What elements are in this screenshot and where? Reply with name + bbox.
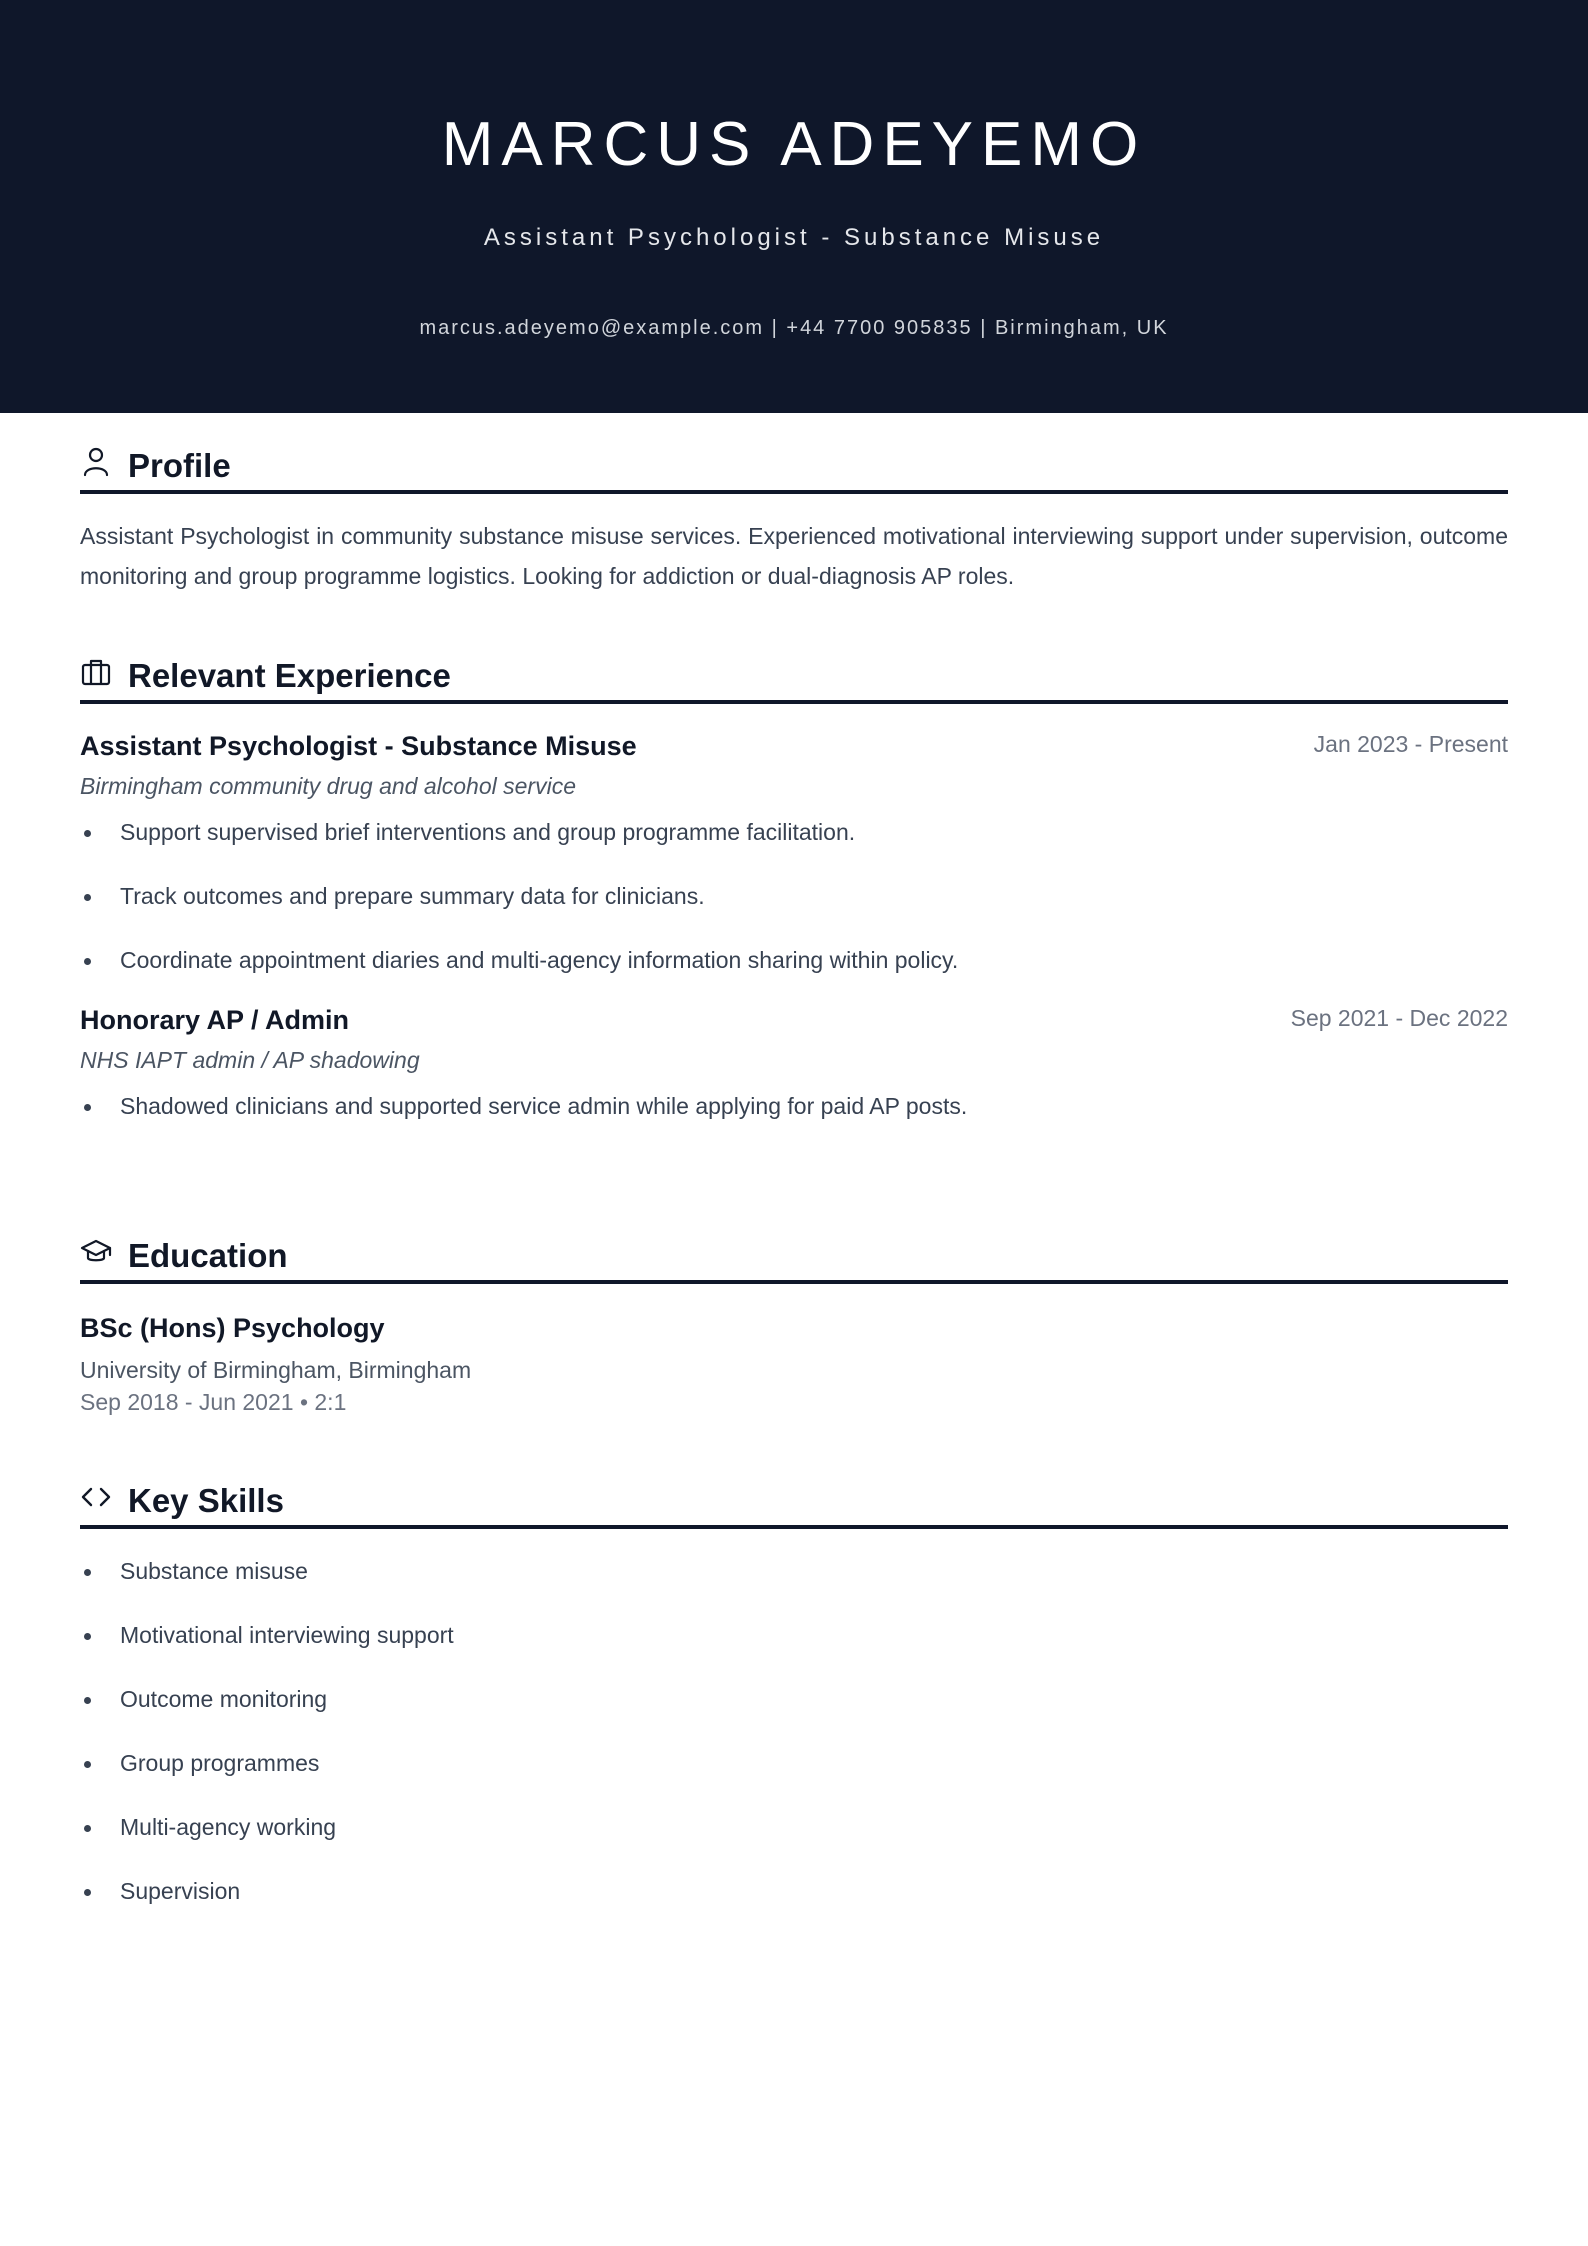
education-dates-grade: Sep 2018 - Jun 2021 • 2:1 xyxy=(80,1389,347,1415)
experience-section-header xyxy=(80,640,1508,704)
job-dates: Jan 2023 - Present xyxy=(1313,731,1508,757)
job-organisation: Birmingham community drug and alcohol service xyxy=(80,773,576,799)
section-title: Relevant Experience xyxy=(128,657,451,694)
person-icon xyxy=(80,446,112,478)
briefcase-icon xyxy=(80,656,112,688)
job-title: Honorary AP / Admin xyxy=(80,1005,350,1035)
list-item: Supervision xyxy=(80,1875,1508,1907)
profile-summary: Assistant Psychologist in community substance misuse services. Experienced motivational interviewing support under supervision, outcome monitoring and group programme logistics. Looking for addiction or dual-diagnosis AP roles. xyxy=(80,523,1508,589)
section-title: Key Skills xyxy=(128,1482,284,1519)
job-bullets xyxy=(80,1090,1508,1122)
list-item: Multi-agency working xyxy=(80,1811,1508,1843)
profile-section-header xyxy=(80,430,1508,494)
list-item: Track outcomes and prepare summary data for clinicians. xyxy=(80,880,1508,912)
resume-header xyxy=(0,0,1588,413)
experience-section xyxy=(80,640,1508,1154)
graduation-cap-icon xyxy=(80,1236,112,1268)
school-name: University of Birmingham, Birmingham xyxy=(80,1357,472,1383)
education-section xyxy=(80,1220,1508,1418)
contact-line: marcus.adeyemo@example.com | +44 7700 905835 | Birmingham, UK xyxy=(419,317,1169,339)
skills-section xyxy=(80,1465,1508,1939)
list-item: Substance misuse xyxy=(80,1555,1508,1587)
code-icon xyxy=(80,1481,112,1513)
degree-title: BSc (Hons) Psychology xyxy=(80,1313,385,1343)
list-item: Group programmes xyxy=(80,1747,1508,1779)
candidate-headline: Assistant Psychologist - Substance Misuse xyxy=(483,224,1105,251)
job-dates: Sep 2021 - Dec 2022 xyxy=(1290,1005,1508,1031)
job-entry xyxy=(80,1002,1508,1122)
list-item: Coordinate appointment diaries and multi-agency information sharing within policy. xyxy=(80,944,1508,976)
list-item: Outcome monitoring xyxy=(80,1683,1508,1715)
job-organisation: NHS IAPT admin / AP shadowing xyxy=(80,1047,420,1073)
list-item: Shadowed clinicians and supported service admin while applying for paid AP posts. xyxy=(80,1090,1508,1122)
section-title: Profile xyxy=(128,447,231,484)
candidate-name: MARCUS ADEYEMO xyxy=(441,110,1147,179)
section-title: Education xyxy=(128,1237,288,1274)
list-item: Support supervised brief interventions and group programme facilitation. xyxy=(80,816,1508,848)
list-item: Motivational interviewing support xyxy=(80,1619,1508,1651)
job-bullets xyxy=(80,816,1508,976)
job-entry xyxy=(80,728,1508,976)
profile-section xyxy=(80,430,1508,596)
job-title: Assistant Psychologist - Substance Misuse xyxy=(80,731,637,761)
skills-list xyxy=(80,1555,1508,1907)
skills-section-header xyxy=(80,1465,1508,1529)
education-section-header xyxy=(80,1220,1508,1284)
